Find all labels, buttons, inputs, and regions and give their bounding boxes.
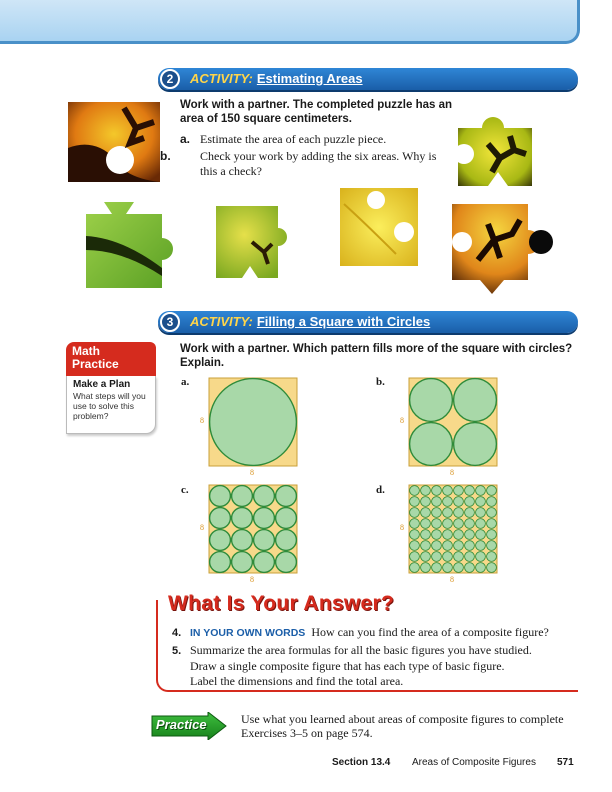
pattern-circle	[476, 508, 486, 518]
question-4-keyword: IN YOUR OWN WORDS	[190, 627, 306, 639]
pattern-circle	[487, 486, 497, 496]
pattern-b-side-label: 8	[400, 416, 404, 425]
pattern-circle	[454, 530, 464, 540]
pattern-circle	[421, 552, 431, 562]
pattern-c-bottom-label: 8	[250, 575, 254, 584]
pattern-circle	[232, 486, 253, 507]
pattern-c-side-label: 8	[200, 523, 204, 532]
pattern-circle	[410, 519, 420, 529]
pattern-circle	[487, 519, 497, 529]
pattern-circle	[410, 541, 420, 551]
pattern-circle	[443, 508, 453, 518]
pattern-circle	[454, 541, 464, 551]
pattern-c-square	[208, 484, 298, 574]
pattern-circle	[410, 423, 453, 466]
pattern-circle	[410, 497, 420, 507]
activity-2-title	[190, 71, 363, 86]
activity-3-keyword: ACTIVITY:	[190, 314, 253, 329]
pattern-circle	[254, 486, 275, 507]
pattern-d-label: d.	[376, 484, 385, 496]
pattern-circle	[476, 497, 486, 507]
pattern-circle	[487, 530, 497, 540]
activity-2-item-b	[160, 149, 440, 179]
pattern-circle	[210, 486, 231, 507]
what-is-your-answer-title: What Is Your Answer?	[168, 592, 395, 615]
footer-title: Areas of Composite Figures	[412, 757, 536, 768]
practice-text: Use what you learned about areas of composite figures to complete Exercises 3–5 on page 574.	[241, 712, 564, 740]
pattern-circle	[432, 508, 442, 518]
activity-3-intro: Work with a partner. Which pattern fills more of the square with circles? Explain.	[180, 343, 573, 369]
pattern-circle	[421, 519, 431, 529]
pattern-circle	[443, 497, 453, 507]
question-5-line1: Summarize the area formulas for all the basic figures you have studied.	[190, 643, 532, 657]
pattern-circle	[465, 519, 475, 529]
pattern-circle	[410, 379, 453, 422]
pattern-circle	[465, 552, 475, 562]
page-number: 571	[557, 757, 574, 768]
activity-2-intro: Work with a partner. The completed puzzle has an area of 150 square centimeters.	[180, 99, 453, 125]
pattern-circle	[410, 530, 420, 540]
activity-3-name: Filling a Square with Circles	[256, 314, 431, 329]
activity-2-item-a	[180, 132, 445, 147]
question-5	[172, 643, 582, 689]
item-b-text: Check your work by adding the six areas. Why is this a check?	[200, 149, 437, 178]
footer-section: Section 13.4	[332, 757, 391, 768]
pattern-circle	[421, 530, 431, 540]
pattern-circle	[465, 563, 475, 573]
pattern-circle	[465, 530, 475, 540]
puzzle-piece-4	[212, 202, 292, 282]
pattern-circle	[254, 530, 275, 551]
math-practice-heading-line2: Practice	[72, 357, 119, 371]
pattern-circle	[432, 530, 442, 540]
practice-label: Practice	[156, 717, 207, 732]
activity-2-number: 2	[160, 69, 180, 89]
pattern-circle	[232, 530, 253, 551]
activity-2-header	[158, 68, 578, 90]
puzzle-piece-3	[82, 198, 182, 293]
puzzle-piece-2	[448, 98, 538, 193]
question-5-line3: Label the dimensions and find the total area.	[190, 674, 404, 688]
pattern-circle	[421, 541, 431, 551]
pattern-d-bottom-label: 8	[450, 575, 454, 584]
question-5-number: 5.	[172, 645, 182, 657]
pattern-circle	[232, 508, 253, 529]
pattern-a-side-label: 8	[200, 416, 204, 425]
item-b-letter: b.	[160, 149, 171, 163]
pattern-circle	[432, 552, 442, 562]
pattern-a-square	[208, 377, 298, 467]
pattern-circle	[487, 508, 497, 518]
pattern-circle	[276, 486, 297, 507]
pattern-a-label: a.	[181, 376, 190, 388]
pattern-circle	[487, 541, 497, 551]
pattern-circle	[476, 530, 486, 540]
pattern-circle	[476, 563, 486, 573]
puzzle-piece-6	[448, 200, 554, 296]
pattern-c-label: c.	[181, 484, 189, 496]
question-4-text: How can you find the area of a composite figure?	[311, 625, 549, 639]
pattern-circle	[476, 519, 486, 529]
pattern-circle	[443, 530, 453, 540]
pattern-circle	[476, 541, 486, 551]
pattern-circle	[410, 486, 420, 496]
pattern-circle	[476, 486, 486, 496]
pattern-circle	[421, 563, 431, 573]
pattern-circle	[454, 519, 464, 529]
pattern-circle	[454, 423, 497, 466]
pattern-circle	[210, 508, 231, 529]
pattern-circle	[454, 508, 464, 518]
pattern-circle	[443, 541, 453, 551]
pattern-circle	[465, 486, 475, 496]
pattern-circle	[465, 508, 475, 518]
pattern-circle	[421, 497, 431, 507]
pattern-circle	[443, 552, 453, 562]
pattern-b-label: b.	[376, 376, 385, 388]
pattern-circle	[443, 519, 453, 529]
pattern-circle	[465, 497, 475, 507]
pattern-circle	[432, 486, 442, 496]
pattern-circle	[454, 497, 464, 507]
pattern-circle	[487, 552, 497, 562]
pattern-circle	[254, 552, 275, 573]
pattern-circle	[276, 508, 297, 529]
pattern-circle	[410, 552, 420, 562]
pattern-circle	[454, 563, 464, 573]
pattern-circle	[432, 541, 442, 551]
question-4-number: 4.	[172, 627, 182, 639]
pattern-d-side-label: 8	[400, 523, 404, 532]
pattern-circle	[443, 486, 453, 496]
pattern-circle	[465, 541, 475, 551]
pattern-circle	[487, 563, 497, 573]
pattern-circle	[410, 508, 420, 518]
pattern-circle	[254, 508, 275, 529]
pattern-circle	[232, 552, 253, 573]
pattern-circle	[410, 563, 420, 573]
pattern-d-square	[408, 484, 498, 574]
item-a-letter: a.	[180, 132, 191, 146]
pattern-circle	[432, 519, 442, 529]
top-banner	[0, 0, 580, 44]
item-a-text: Estimate the area of each puzzle piece.	[200, 132, 387, 146]
pattern-b-square	[408, 377, 498, 467]
pattern-circle	[454, 379, 497, 422]
puzzle-piece-5	[336, 184, 422, 270]
pattern-circle	[276, 530, 297, 551]
pattern-circle	[421, 486, 431, 496]
activity-2-keyword: ACTIVITY:	[190, 71, 253, 86]
pattern-circle	[432, 563, 442, 573]
activity-3-title	[190, 314, 430, 329]
activity-3-header	[158, 311, 578, 333]
activity-3-number: 3	[160, 312, 180, 332]
pattern-circle	[454, 552, 464, 562]
pattern-circle	[210, 379, 297, 466]
pattern-circle	[276, 552, 297, 573]
pattern-circle	[443, 563, 453, 573]
question-5-line2: Draw a single composite figure that has each type of basic figure.	[190, 659, 505, 673]
pattern-circle	[210, 552, 231, 573]
activity-2-name: Estimating Areas	[256, 71, 363, 86]
question-4	[172, 625, 572, 641]
math-practice-description: What steps will you use to solve this problem?	[73, 391, 146, 421]
pattern-b-bottom-label: 8	[450, 468, 454, 477]
math-practice-body	[66, 376, 156, 434]
pattern-circle	[210, 530, 231, 551]
puzzle-piece-1	[64, 98, 164, 188]
pattern-circle	[421, 508, 431, 518]
pattern-circle	[476, 552, 486, 562]
math-practice-box	[66, 342, 156, 434]
math-practice-heading-line1: Math	[72, 344, 100, 358]
pattern-circle	[432, 497, 442, 507]
pattern-circle	[454, 486, 464, 496]
math-practice-heading	[66, 342, 156, 376]
math-practice-subheading: Make a Plan	[73, 379, 131, 390]
pattern-circle	[487, 497, 497, 507]
pattern-a-bottom-label: 8	[250, 468, 254, 477]
